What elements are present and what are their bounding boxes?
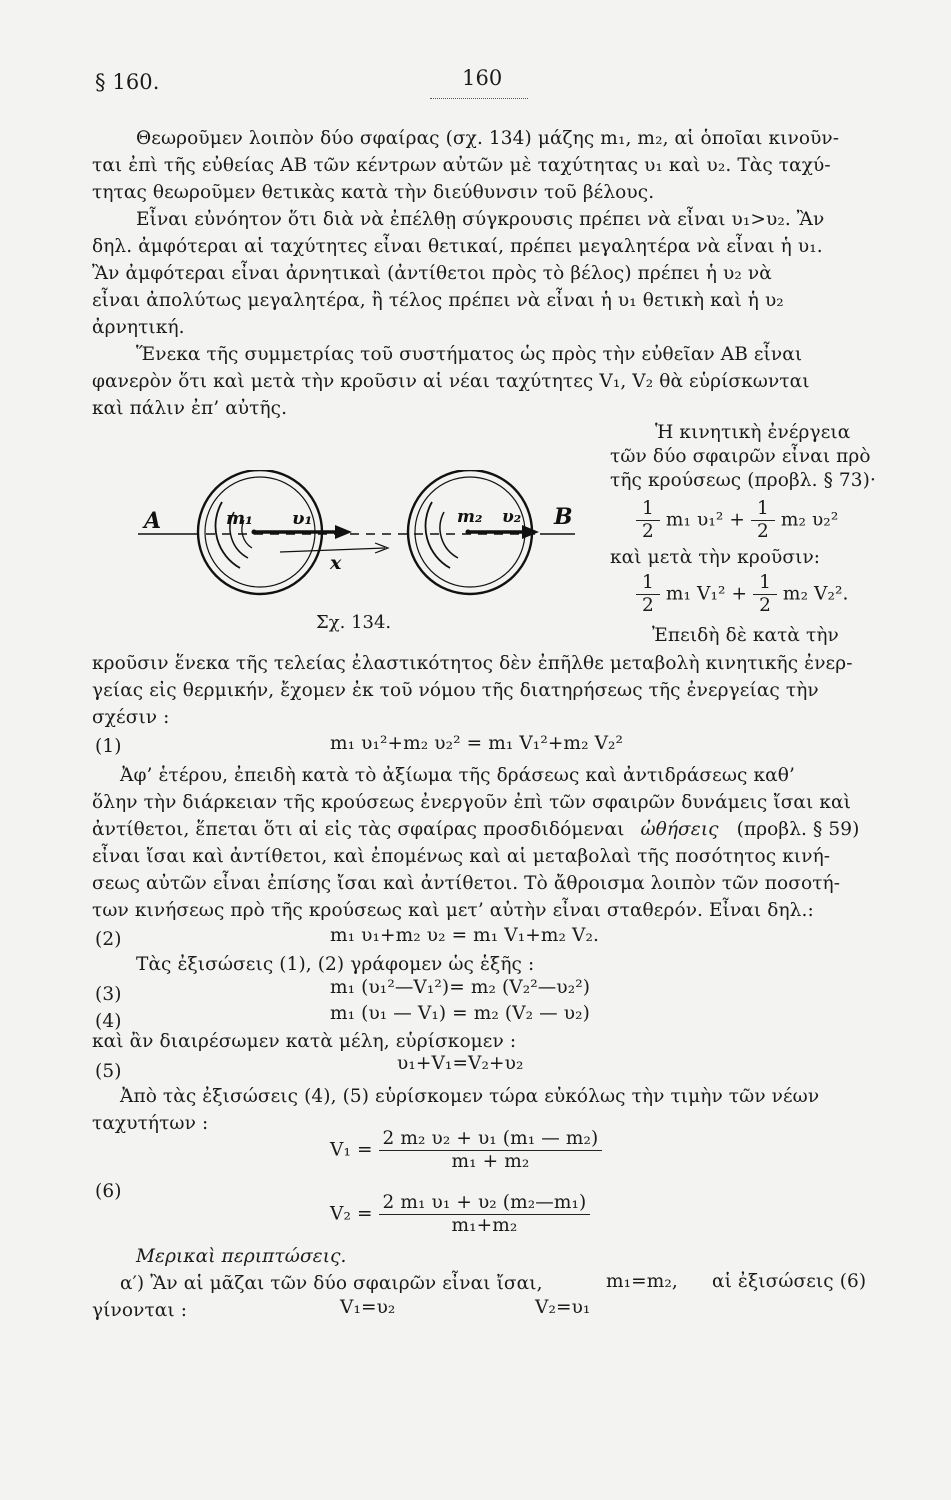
text-line: Τὰς ἐξισώσεις (1), (2) γράφομεν ὡς ἑξῆς : <box>136 954 535 975</box>
text-line: κροῦσιν ἕνεκα τῆς τελείας ἐλαστικότητος δὲν ἐπῆλθε μεταβολὴ κινητικῆς ἐνερ- <box>92 653 853 674</box>
label-m2: m₂ <box>457 507 483 527</box>
label-x: x <box>330 552 342 574</box>
label-B: B <box>554 504 573 530</box>
equation-label-3: (3) <box>95 984 122 1005</box>
text-line: ται ἐπὶ τῆς εὐθείας ΑΒ τῶν κέντρων αὐτῶν μὲ ταχύτητας υ₁ καὶ υ₂. Τὰς ταχύ- <box>92 155 831 176</box>
fraction-V1: $\frac{\text{2 m₂ υ₂ + υ₁ (m₁ — m₂)}}{\text{m₁ + m₂}}$ <box>379 1128 603 1173</box>
text-line: εἶναι ἴσαι καὶ ἀντίθετοι, καὶ ἐπομένως καὶ αἱ μεταβολαὶ τῆς ποσότητος κινή- <box>92 846 831 867</box>
energy-after: $\frac{1}{2}$ m₁ V₁² + $\frac{1}{2}$ m₂ V₂². <box>636 572 849 617</box>
velocity-arrowhead-2 <box>522 525 539 539</box>
equation-label-4: (4) <box>95 1011 122 1032</box>
text-line: φανερὸν ὅτι καὶ μετὰ τὴν κροῦσιν αἱ νέαι ταχύτητες V₁, V₂ θὰ εὑρίσκωνται <box>92 371 810 392</box>
equation-label-6: (6) <box>95 1181 122 1202</box>
label-v1: υ₁ <box>292 508 313 529</box>
text-line: ταχυτήτων : <box>92 1113 209 1134</box>
case-a-condition: m₁=m₂, <box>606 1271 678 1292</box>
text-line: Εἶναι εὐνόητον ὅτι διὰ νὰ ἐπέλθῃ σύγκρουσις πρέπει νὰ εἶναι υ₁>υ₂. Ἂν <box>136 209 825 230</box>
text-line: εἶναι ἀπολύτως μεγαλητέρα, ἢ τέλος πρέπει νὰ εἶναι ἡ υ₁ θετικὴ καὶ ἡ υ₂ <box>92 290 784 311</box>
equation-5: υ₁+V₁=V₂+υ₂ <box>397 1053 524 1074</box>
text-line: σχέσιν : <box>92 707 170 728</box>
side-text-line: καὶ μετὰ τὴν κροῦσιν: <box>610 547 821 568</box>
equation-6a: V₁ = $\frac{\text{2 m₂ υ₂ + υ₁ (m₁ — m₂)}}{\text{m₁ + m₂}}$ <box>330 1128 602 1173</box>
center-mark-1 <box>252 530 257 535</box>
half-fraction: $\frac{1}{2}$ <box>753 572 777 617</box>
text-line: γίνονται : <box>92 1300 188 1321</box>
text-line: καὶ ἂν διαιρέσωμεν κατὰ μέλη, εὑρίσκομεν : <box>92 1031 517 1052</box>
header-rule <box>430 98 528 99</box>
equation-2: m₁ υ₁+m₂ υ₂ = m₁ V₁+m₂ V₂. <box>330 925 599 946</box>
equation-3: m₁ (υ₁²—V₁²)= m₂ (V₂²—υ₂²) <box>330 977 591 998</box>
fraction-V2: $\frac{\text{2 m₁ υ₁ + υ₂ (m₂—m₁)}}{\text{m₁+m₂}}$ <box>379 1192 591 1237</box>
label-v2: υ₂ <box>502 507 522 527</box>
text-line: ἀντίθετοι, ἕπεται ὅτι αἱ εἰς τὰς σφαίρας προσδιδόμεναι ὠθήσεις (προβλ. § 59) <box>92 819 860 840</box>
half-fraction: $\frac{1}{2}$ <box>636 572 660 617</box>
label-A: A <box>144 508 162 534</box>
side-text-line: τῶν δύο σφαιρῶν εἶναι πρὸ <box>610 446 871 467</box>
figure-caption: Σχ. 134. <box>316 612 392 633</box>
energy-before: $\frac{1}{2}$ m₁ υ₁² + $\frac{1}{2}$ m₂ υ₂² <box>636 498 838 543</box>
side-text-line: Ἐπειδὴ δὲ κατὰ τὴν <box>652 625 839 646</box>
equation-label-2: (2) <box>95 929 122 950</box>
equation-4: m₁ (υ₁ — V₁) = m₂ (V₂ — υ₂) <box>330 1003 590 1024</box>
half-fraction: $\frac{1}{2}$ <box>751 498 775 543</box>
sphere-2-arc-2 <box>440 512 458 558</box>
label-m1: m₁ <box>226 508 253 529</box>
side-text-line: τῆς κρούσεως (προβλ. § 73)· <box>610 470 876 491</box>
text-line: Θεωροῦμεν λοιπὸν δύο σφαίρας (σχ. 134) μάζης m₁, m₂, αἱ ὁποῖαι κινοῦν- <box>136 128 840 149</box>
equation-label-5: (5) <box>95 1061 122 1082</box>
text-line: δηλ. ἀμφότεραι αἱ ταχύτητες εἶναι θετικαί, πρέπει μεγαλητέρα νὰ εἶναι ἡ υ₁. <box>92 236 823 257</box>
page-number: 160 <box>462 66 503 90</box>
figure-134 <box>130 470 590 610</box>
velocity-arrowhead-1 <box>335 525 352 539</box>
center-mark-2 <box>466 530 471 535</box>
text-line: γείας εἰς θερμικήν, ἔχομεν ἐκ τοῦ νόμου τῆς διατηρήσεως τῆς ἐνεργείας τὴν <box>92 680 819 701</box>
text-line: Ἀπὸ τὰς ἐξισώσεις (4), (5) εὑρίσκομεν τώρα εὐκόλως τὴν τιμὴν τῶν νέων <box>120 1086 820 1107</box>
text-line: Ἀφ’ ἑτέρου, ἐπειδὴ κατὰ τὸ ἀξίωμα τῆς δράσεως καὶ ἀντιδράσεως καθ’ <box>120 765 795 786</box>
text-line: σεως αὐτῶν εἶναι ἐπίσης ἴσαι καὶ ἀντίθετοι. Τὸ ἄθροισμα λοιπὸν τῶν ποσοτή- <box>92 873 841 894</box>
text-line: αἱ ἐξισώσεις (6) <box>712 1271 867 1292</box>
case-a-result-1: V₁=υ₂ <box>340 1297 396 1318</box>
side-text-line: Ἡ κινητικὴ ἐνέργεια <box>655 422 851 443</box>
text-line: Ἕνεκα τῆς συμμετρίας τοῦ συστήματος ὡς πρὸς τὴν εὐθεῖαν ΑΒ εἶναι <box>136 344 803 365</box>
text-line: των κινήσεως πρὸ τῆς κρούσεως καὶ μετ’ αὐτὴν εἶναι σταθερόν. Εἶναι δηλ.: <box>92 900 814 921</box>
text-line: Ἂν ἀμφότεραι εἶναι ἀρνητικαὶ (ἀντίθετοι πρὸς τὸ βέλος) πρέπει ἡ υ₂ νὰ <box>92 263 772 284</box>
text-line: α′) Ἂν αἱ μᾶζαι τῶν δύο σφαιρῶν εἶναι ἴσαι, <box>120 1273 543 1294</box>
case-a-result-2: V₂=υ₁ <box>535 1297 591 1318</box>
text-line: τητας θεωροῦμεν θετικὰς κατὰ τὴν διεύθυνσιν τοῦ βέλους. <box>92 182 655 203</box>
equation-1: m₁ υ₁²+m₂ υ₂² = m₁ V₁²+m₂ V₂² <box>330 733 624 754</box>
text-line: ἀρνητική. <box>92 317 185 338</box>
text-line: ὅλην τὴν διάρκειαν τῆς κρούσεως ἐνεργοῦν ἐπὶ τῶν σφαιρῶν δυνάμεις ἴσαι καὶ <box>92 792 851 813</box>
section-number: § 160. <box>95 70 160 94</box>
equation-label-1: (1) <box>95 736 122 757</box>
text-line: καὶ πάλιν ἐπ’ αὐτῆς. <box>92 398 288 419</box>
equation-6b: V₂ = $\frac{\text{2 m₁ υ₁ + υ₂ (m₂—m₁)}}{\text{m₁+m₂}}$ <box>330 1192 590 1237</box>
cases-heading: Μερικαὶ περιπτώσεις. <box>136 1246 347 1267</box>
half-fraction: $\frac{1}{2}$ <box>636 498 660 543</box>
sphere-2-arc-1 <box>425 502 450 568</box>
